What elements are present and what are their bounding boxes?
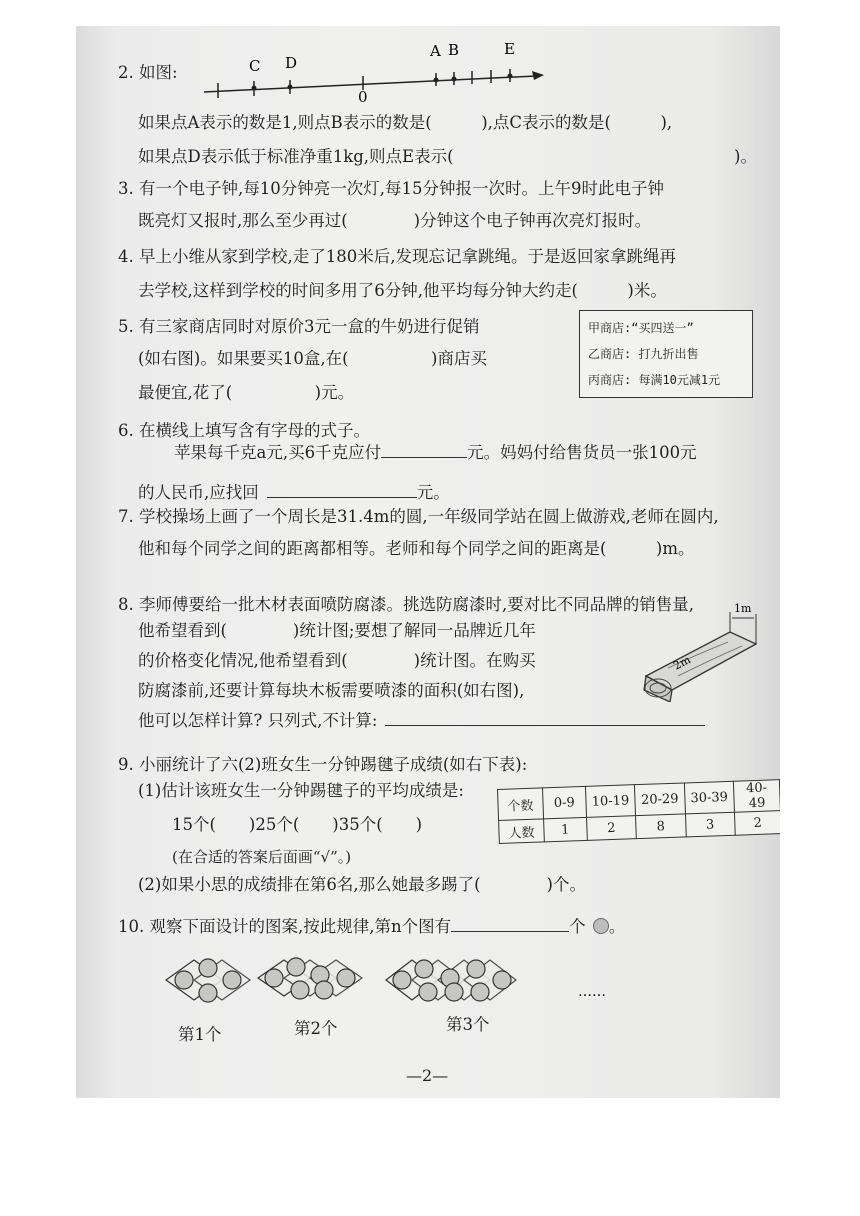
q9-line3: 15个( )25个( )35个( ): [172, 815, 423, 834]
q10-line1-text-end: 个: [569, 917, 586, 936]
table-header-cell: 30-39: [684, 781, 734, 814]
point-a-label: A: [430, 42, 441, 60]
q9-line4: (在合适的答案后面画“√”。): [172, 848, 352, 866]
circle-icon: [593, 918, 609, 934]
answer-blank-area-formula[interactable]: [385, 711, 705, 726]
pattern-figures: [160, 938, 640, 1028]
q6-line1: 6. 在横线上填写含有字母的式子。: [118, 421, 370, 440]
page-number: —2—: [406, 1066, 449, 1085]
q8-line5: [138, 710, 705, 732]
q9-line1: 9. 小丽统计了六(2)班女生一分钟踢毽子成绩(如右下表):: [118, 755, 528, 774]
pattern-ellipsis: ……: [578, 984, 606, 1000]
table-cell: 3: [685, 812, 735, 837]
q6-line2-text: 苹果每千克a元,买6千克应付: [174, 443, 382, 462]
shop-jia: 甲商店:“买四送一”: [588, 321, 694, 335]
point-zero-label: 0: [358, 88, 368, 104]
q8-line4: 防腐漆前,还要计算每块木板需要喷漆的面积(如右图),: [138, 681, 525, 700]
table-header-cell: 40-49: [733, 780, 780, 813]
shuttlecock-score-table: [497, 779, 780, 844]
point-b-label: B: [448, 41, 460, 59]
q5-line2: (如右图)。如果要买10盒,在( )商店买: [138, 349, 487, 368]
table-cell: 1: [543, 817, 587, 841]
point-e-label: E: [504, 40, 515, 58]
q9-line2: (1)估计该班女生一分钟踢毽子的平均成绩是:: [138, 781, 464, 800]
q7-line1: 7. 学校操场上画了一个周长是31.4m的圆,一年级同学站在圆上做游戏,老师在圆内,: [118, 507, 719, 526]
wood-board-illustration: [638, 598, 768, 702]
answer-blank-pattern-count[interactable]: [451, 917, 569, 932]
table-header-cell: 20-29: [635, 783, 685, 816]
q3-line1: 3. 有一个电子钟,每10分钟亮一次灯,每15分钟报一次时。上午9时此电子钟: [118, 179, 664, 198]
table-cell: 人数: [499, 819, 545, 844]
q5-line1: 5. 有三家商店同时对原价3元一盒的牛奶进行促销: [118, 317, 480, 336]
answer-blank-change[interactable]: [267, 483, 417, 498]
q7-line2: 他和每个同学之间的距离都相等。老师和每个同学之间的距离是( )m。: [138, 539, 695, 558]
board-length-label: 2m: [671, 652, 693, 673]
figure-caption-1: 第1个: [178, 1025, 222, 1044]
point-c-label: C: [249, 57, 261, 75]
q8-line5-text: 他可以怎样计算? 只列式,不计算:: [138, 711, 378, 730]
q8-line2: 他希望看到( )统计图;要想了解同一品牌近几年: [138, 621, 536, 640]
q10-line1-text: 10. 观察下面设计的图案,按此规律,第n个图有: [118, 917, 452, 936]
q3-line2: 既亮灯又报时,那么至少再过( )分钟这个电子钟再次亮灯报时。: [138, 211, 652, 230]
q6-line3-text: 的人民币,应找回: [138, 483, 259, 502]
q6-line2: [174, 442, 697, 464]
q10-line1: 10. 观察下面设计的图案,按此规律,第n个图有 个 。: [118, 917, 626, 936]
figure-caption-3: 第3个: [446, 1015, 490, 1034]
q2-line2: 如果点D表示低于标准净重1kg,则点E表示( )。: [138, 147, 757, 166]
q4-line1: 4. 早上小维从家到学校,走了180米后,发现忘记拿跳绳。于是返回家拿跳绳再: [118, 247, 676, 266]
board-width-label: 1m: [734, 602, 752, 615]
table-cell: 2: [734, 811, 780, 836]
q8-line3: 的价格变化情况,他希望看到( )统计图。在购买: [138, 651, 536, 670]
table-header-cell: 10-19: [585, 785, 635, 818]
promotion-box: [579, 310, 753, 398]
q6-line2-text-end: 元。妈妈付给售货员一张100元: [467, 443, 697, 462]
q4-line2: 去学校,这样到学校的时间多用了6分钟,他平均每分钟大约走( )米。: [138, 281, 667, 300]
q8-line1: 8. 李师傅要给一批木材表面喷防腐漆。挑选防腐漆时,要对比不同品牌的销售量,: [118, 595, 694, 614]
table-header-cell: 个数: [498, 788, 544, 821]
table-cell: 8: [636, 814, 686, 839]
q6-line3: [138, 482, 450, 504]
worksheet-page: [76, 26, 780, 1098]
q6-line3-text-end: 元。: [416, 483, 450, 502]
table-cell: 2: [586, 816, 636, 841]
figure-caption-2: 第2个: [294, 1019, 338, 1038]
q2-label: 2. 如图:: [118, 63, 178, 82]
number-line: [196, 32, 556, 104]
shop-bing: 丙商店: 每满10元减1元: [588, 373, 721, 387]
q5-line3: 最便宜,花了( )元。: [138, 383, 355, 402]
shop-yi: 乙商店: 打九折出售: [588, 347, 699, 361]
q2-line1: 如果点A表示的数是1,则点B表示的数是( ),点C表示的数是( ),: [138, 113, 673, 132]
q9-line5: (2)如果小思的成绩排在第6名,那么她最多踢了( )个。: [138, 875, 586, 894]
point-d-label: D: [285, 54, 298, 72]
answer-blank-apple-cost[interactable]: [381, 443, 467, 458]
table-header-cell: 0-9: [542, 786, 586, 818]
